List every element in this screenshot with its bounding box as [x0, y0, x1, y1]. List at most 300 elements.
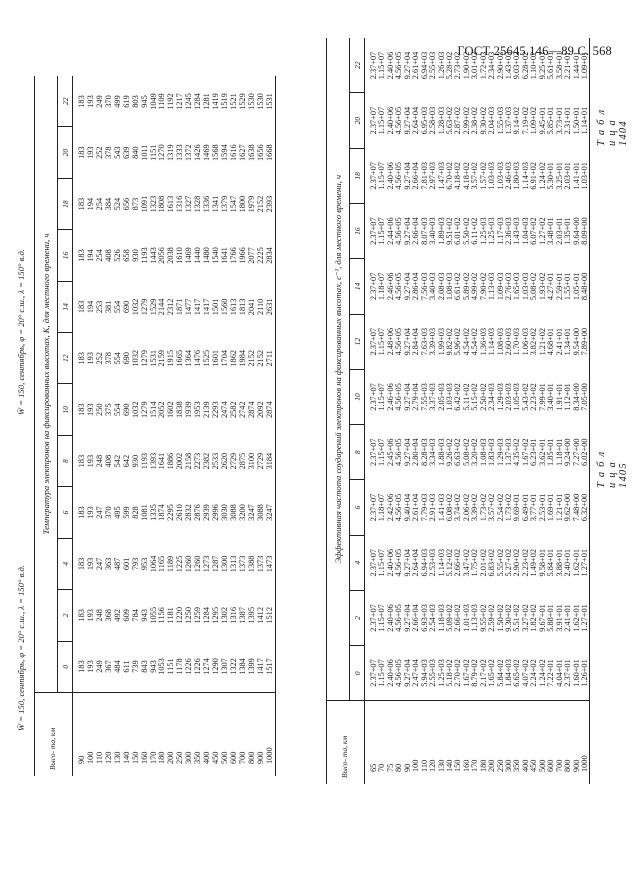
- table-cell: 1602: [166, 401, 176, 418]
- table-cell: 943: [139, 609, 149, 622]
- table-cell: 1.50+01: [571, 106, 581, 135]
- table-cell: 2139: [202, 401, 212, 418]
- table-cell: 1886: [166, 452, 176, 470]
- table-cell: 249: [94, 95, 104, 108]
- table-cell: 5.12+02: [444, 548, 454, 577]
- table-cell: 1.49+02: [529, 548, 539, 577]
- table-cell: 183: [77, 660, 86, 673]
- table-cell: 2393: [264, 195, 274, 213]
- table-cell: 7.05+00: [579, 383, 589, 411]
- table-cell: 1.08+03: [478, 438, 488, 466]
- table-cell: 8.28+03: [419, 438, 429, 466]
- table-cell: 183: [77, 197, 86, 211]
- table-cell: 1395: [246, 607, 256, 624]
- table-cell: 1.26+03: [436, 51, 446, 80]
- height-value: 90: [77, 755, 86, 764]
- table-cell: 1.03+03: [495, 162, 505, 190]
- table-cell: 6.01+02: [453, 217, 463, 245]
- value-column: [365, 535, 590, 590]
- table-cell: 1388: [246, 555, 256, 573]
- table-cell: 1.85+01: [546, 438, 556, 466]
- hour-header: 14: [350, 259, 365, 314]
- table-cell: 611: [121, 660, 131, 673]
- table-cell: 1290: [211, 658, 221, 675]
- table-cell: 378: [103, 352, 113, 365]
- height-value: 200: [487, 759, 497, 772]
- table-1404-condition: W̄ = 150, сентябрь, φ = 20° с.ш., λ = 150° в.д.: [16, 249, 26, 415]
- height-value: 80: [394, 763, 404, 772]
- table-cell: 1417: [255, 658, 265, 675]
- table-cell: 6.08+02: [444, 493, 454, 522]
- table-cell: 803: [130, 95, 140, 108]
- table-cell: 2.54+03: [428, 604, 438, 632]
- table-cell: 2.84+04: [411, 327, 421, 356]
- hour-header: 12: [350, 314, 365, 369]
- table-cell: 542: [112, 454, 122, 468]
- table-cell: 1.15+07: [377, 217, 387, 245]
- table-cell: 2.37+07: [369, 327, 378, 356]
- table-cell: 1.72+03: [478, 51, 488, 80]
- table-cell: 1.99+03: [436, 327, 446, 356]
- table-cell: 2.66+04: [411, 162, 421, 190]
- table-cell: 1.75+02: [470, 548, 480, 577]
- hour-header: 10: [350, 369, 365, 424]
- table-cell: 1.24+02: [537, 162, 547, 190]
- table-cell: 250: [94, 403, 104, 416]
- table-cell: 3.20+02: [470, 438, 480, 466]
- table-cell: 543: [112, 146, 122, 159]
- height-value: 450: [211, 751, 221, 764]
- table-cell: 2.34+03: [487, 51, 497, 80]
- table-cell: 2631: [264, 298, 274, 316]
- table-cell: 2.59+02: [487, 604, 497, 632]
- table-cell: 9.27+04: [402, 272, 412, 301]
- table-cell: 2.40+06: [385, 162, 395, 190]
- table-cell: 1641: [220, 247, 229, 264]
- table-cell: 3.39+02: [470, 493, 480, 522]
- table-cell: 4.54+02: [461, 327, 471, 356]
- table-cell: 1530: [255, 93, 265, 110]
- table-cell: 1.25+03: [478, 217, 488, 245]
- table-cell: 4.56+05: [394, 383, 404, 411]
- table-cell: 599: [121, 506, 131, 519]
- table-cell: 1373: [237, 555, 247, 573]
- height-value: 100: [85, 751, 95, 764]
- table-cell: 1610: [175, 247, 185, 264]
- table-cell: 3.25+01: [554, 162, 564, 190]
- table-cell: 1217: [175, 93, 185, 110]
- table-cell: 9.27+04: [402, 106, 412, 135]
- table-cell: 247: [94, 506, 104, 519]
- height-value: 700: [237, 751, 247, 764]
- table-cell: 2.37+07: [369, 51, 378, 80]
- table-cell: 4.35+02: [512, 438, 522, 466]
- table-cell: 183: [77, 146, 86, 159]
- table-cell: 4.56+05: [394, 548, 404, 577]
- table-cell: 2.03+03: [504, 383, 513, 411]
- height-value: 75: [385, 763, 395, 772]
- table-cell: 1151: [148, 144, 158, 161]
- table-cell: 1.57+02: [478, 162, 488, 190]
- table-cell: 1.73+02: [478, 493, 488, 522]
- table-cell: 254: [94, 249, 104, 262]
- table-cell: 1.83+03: [487, 438, 497, 466]
- table-cell: 1.13+03: [487, 272, 497, 301]
- table-cell: 183: [77, 300, 86, 314]
- table-cell: 1966: [237, 247, 247, 264]
- table-cell: 194: [85, 197, 95, 211]
- table-cell: 1307: [220, 658, 229, 675]
- table-cell: 2.66+02: [453, 604, 463, 632]
- table-cell: 1.15+07: [377, 162, 387, 190]
- hour-header: 4: [350, 535, 365, 590]
- table-cell: 193: [85, 660, 95, 673]
- table-cell: 6.61+02: [453, 272, 463, 301]
- table-cell: 1560: [220, 298, 229, 316]
- table-cell: 5.94+03: [419, 659, 429, 687]
- table-cell: 3030: [220, 504, 229, 521]
- table-cell: 1813: [237, 298, 247, 316]
- table-cell: 9.55+02: [478, 604, 488, 632]
- value-column: [365, 259, 590, 314]
- table-cell: 953: [139, 557, 149, 571]
- table-1404-caption: Т а б л и ц а 1404: [596, 108, 629, 146]
- table-cell: 2.41+01: [563, 604, 573, 632]
- table-cell: 1638: [246, 144, 256, 161]
- table-cell: 1.14+03: [520, 162, 530, 190]
- table-cell: 6.63+02: [453, 438, 463, 466]
- table-cell: 6.94+03: [419, 548, 429, 577]
- table-cell: 1.15+07: [377, 659, 387, 687]
- table-cell: 1601: [211, 350, 221, 367]
- table-cell: 1.67+02: [520, 438, 530, 466]
- table-cell: 1387: [237, 607, 247, 624]
- table-cell: 2.01+02: [478, 548, 488, 577]
- table-cell: 1270: [157, 144, 167, 161]
- table-cell: 5.89+02: [461, 272, 471, 301]
- table-cell: 6.95+03: [419, 106, 429, 135]
- table-cell: 2.55+03: [428, 51, 438, 80]
- table-cell: 9.45+01: [537, 106, 547, 135]
- table-cell: 1469: [184, 247, 194, 264]
- table-cell: 6.11+02: [470, 217, 480, 245]
- hour-header: 16: [58, 230, 73, 281]
- table-cell: 930: [130, 249, 140, 262]
- hour-header: 8: [350, 425, 365, 480]
- table-cell: 1373: [255, 555, 265, 573]
- table-cell: 1.80+03: [512, 162, 522, 190]
- table-cell: 1260: [184, 555, 194, 573]
- hour-header: 20: [350, 93, 365, 148]
- table-cell: 1260: [193, 555, 203, 573]
- height-value: 170: [470, 759, 480, 772]
- table-cell: 4.56+05: [394, 162, 404, 190]
- table-cell: 1.91+01: [554, 383, 564, 411]
- table-cell: 2052: [157, 401, 167, 418]
- table-cell: 9.30+02: [478, 106, 488, 135]
- value-column: [73, 590, 276, 641]
- table-cell: 658: [121, 249, 131, 262]
- table-cell: 6.49+01: [520, 493, 530, 522]
- table-cell: 1.37+03: [504, 106, 513, 135]
- table-cell: 6.28+02: [520, 51, 530, 80]
- table-cell: 2.97+03: [428, 162, 438, 190]
- table-cell: 193: [85, 95, 95, 108]
- table-cell: 2225: [255, 247, 265, 264]
- table-cell: 7.27+00: [571, 438, 581, 466]
- table-cell: 1412: [255, 607, 265, 624]
- table-cell: 183: [77, 557, 86, 571]
- table-cell: 1668: [264, 144, 274, 161]
- table-cell: 9.25+01: [537, 51, 547, 80]
- table-cell: 1055: [148, 607, 158, 624]
- table-cell: 1279: [139, 401, 149, 418]
- value-column: [73, 178, 276, 229]
- table-cell: 9.27+04: [402, 51, 412, 80]
- table-cell: 1.62+01: [571, 604, 581, 632]
- table-cell: 408: [103, 454, 113, 468]
- table-cell: 2.64+04: [411, 106, 421, 135]
- table-cell: 784: [130, 609, 140, 622]
- table-cell: 3.47+02: [461, 548, 471, 577]
- table-cell: 2002: [175, 452, 185, 470]
- table-cell: 3.40+01: [546, 383, 556, 411]
- table-cell: 1.05+01: [571, 272, 581, 301]
- table-cell: 1.27+01: [579, 548, 589, 577]
- table-cell: 1032: [130, 350, 140, 367]
- table-cell: 5.18+02: [444, 659, 454, 687]
- table-cell: 2610: [175, 504, 185, 521]
- table-cell: 1473: [264, 555, 274, 573]
- table-cell: 5.85+01: [546, 106, 556, 135]
- height-value: 200: [166, 751, 176, 764]
- table-cell: 793: [130, 557, 140, 571]
- table-cell: 3088: [228, 504, 238, 521]
- table-cell: 1091: [139, 195, 149, 213]
- table-cell: 1.35+01: [563, 217, 573, 245]
- table-cell: 2582: [228, 401, 238, 418]
- table-cell: 2312: [166, 298, 176, 316]
- table-cell: 2.37+07: [369, 659, 378, 687]
- table-cell: 5.09+02: [444, 604, 454, 632]
- table-cell: 2.66+04: [411, 217, 421, 245]
- table-cell: 1519: [220, 93, 229, 110]
- table-cell: 1627: [237, 144, 247, 161]
- table-cell: 1.21+02: [537, 327, 547, 356]
- table-cell: 2.37+07: [369, 604, 378, 632]
- table-cell: 1704: [220, 350, 229, 367]
- height-value: 250: [495, 759, 505, 772]
- table-cell: 2874: [246, 401, 256, 418]
- table-cell: 5.61+01: [546, 51, 556, 80]
- table-cell: 2.37+07: [369, 162, 378, 190]
- table-cell: 2.40+06: [385, 604, 395, 632]
- table-cell: 3.74+02: [453, 493, 463, 522]
- table-cell: 1514: [148, 401, 158, 418]
- table-cell: 1281: [202, 93, 212, 110]
- table-cell: 1521: [228, 93, 238, 110]
- table-cell: 1316: [228, 607, 238, 624]
- table-cell: 2295: [166, 504, 176, 521]
- page-running-head: ГОСТ 25645.146—89 С. 568: [457, 44, 612, 58]
- table-cell: 1665: [175, 350, 185, 367]
- table-cell: 2.53+03: [428, 548, 438, 577]
- hour-header: 2: [350, 590, 365, 645]
- table-cell: 3.77+01: [529, 493, 539, 522]
- table-cell: 367: [103, 660, 113, 673]
- table-cell: 554: [112, 352, 122, 365]
- table-cell: 2.37+07: [369, 272, 378, 301]
- table-cell: 3247: [264, 504, 274, 521]
- hour-header: 2: [58, 590, 73, 641]
- table-cell: 9.27+04: [402, 659, 412, 687]
- height-value: 140: [444, 759, 454, 772]
- table-cell: 363: [103, 557, 113, 571]
- table-cell: 1.55+03: [495, 106, 505, 135]
- table-cell: 3.40+03: [428, 217, 438, 245]
- table-cell: 1.67+02: [461, 659, 471, 687]
- table-cell: 1984: [237, 350, 247, 367]
- table-cell: 1.43+03: [512, 217, 522, 245]
- table-cell: 9.69+01: [512, 493, 522, 522]
- table-cell: 1313: [228, 555, 238, 573]
- table-cell: 1.73+02: [504, 493, 513, 522]
- height-value: 800: [246, 751, 256, 764]
- table-cell: 194: [85, 249, 95, 262]
- table-cell: 1517: [264, 658, 274, 675]
- height-value: 110: [94, 751, 104, 764]
- table-cell: 1302: [220, 607, 229, 624]
- table-cell: 2.46+03: [504, 162, 513, 190]
- table-cell: 9.24+00: [563, 438, 573, 466]
- table-cell: 1.90+02: [461, 51, 471, 80]
- height-value: 100: [411, 759, 421, 772]
- table-cell: 2.37+07: [369, 383, 378, 411]
- table-cell: 1953: [193, 401, 203, 418]
- table-cell: 1417: [202, 298, 212, 316]
- table-cell: 1399: [246, 658, 256, 675]
- table-cell: 4.07+02: [520, 659, 530, 687]
- table-cell: 1.50+02: [495, 604, 505, 632]
- table-cell: 1.93+02: [537, 272, 547, 301]
- table-cell: 2.37+01: [563, 659, 573, 687]
- table-cell: 1032: [130, 401, 140, 418]
- table-cell: 739: [130, 660, 140, 673]
- table-cell: 1279: [139, 298, 149, 316]
- table-cell: 1192: [166, 93, 176, 110]
- table-cell: 2041: [246, 298, 256, 316]
- table-cell: 1.41+03: [436, 493, 446, 522]
- table-cell: 183: [77, 352, 86, 365]
- table-cell: 370: [103, 506, 113, 519]
- table-cell: 1.08+03: [444, 272, 454, 301]
- table-cell: 5.88+01: [546, 604, 556, 632]
- table-cell: 7.81+03: [419, 162, 429, 190]
- table-cell: 2.99+02: [461, 106, 471, 135]
- table-cell: 2.90+02: [512, 548, 522, 577]
- table-cell: 6.91+02: [529, 162, 539, 190]
- table-cell: 639: [121, 146, 131, 159]
- height-value: 110: [419, 759, 429, 772]
- value-column: [365, 148, 590, 203]
- table-cell: 1613: [166, 195, 176, 213]
- table-cell: 2.79+04: [411, 383, 421, 411]
- table-cell: 1.09+01: [579, 51, 589, 80]
- table-cell: 6.23+01: [529, 438, 539, 466]
- table-cell: 193: [85, 352, 95, 365]
- table-cell: 1.17+03: [495, 217, 505, 245]
- table-1405-title: Эффективная частота соударений электронов на фиксированных высотах, с⁻¹, для местного времени, ч: [327, 38, 350, 701]
- table-cell: 2533: [211, 452, 221, 470]
- table-cell: 5.50+02: [461, 217, 471, 245]
- table-cell: 1.84+03: [504, 659, 513, 687]
- table-cell: 1440: [193, 247, 203, 264]
- table-cell: 2.23+02: [520, 548, 530, 577]
- table-cell: 2158: [184, 452, 194, 470]
- table-cell: 1.25+03: [436, 659, 446, 687]
- table-cell: 840: [130, 146, 140, 159]
- table-cell: 9.40+04: [402, 493, 412, 522]
- table-cell: 1259: [193, 607, 203, 624]
- table-cell: 6.02+00: [579, 438, 589, 466]
- table-cell: 1.09+03: [495, 272, 505, 301]
- table-cell: 2.37+07: [369, 438, 378, 466]
- table-cell: 2876: [193, 504, 203, 521]
- table-cell: 1.03+01: [579, 162, 589, 190]
- table-cell: 1053: [157, 658, 167, 675]
- table-cell: 194: [85, 300, 95, 314]
- table-cell: 2711: [264, 350, 274, 367]
- value-column: [73, 76, 276, 127]
- table-cell: 1.03+03: [487, 162, 497, 190]
- table-cell: 1.88+03: [436, 438, 446, 466]
- table-cell: 2144: [157, 298, 167, 316]
- hour-header: 22: [58, 76, 73, 127]
- table-cell: 248: [94, 609, 104, 622]
- value-column: [365, 590, 590, 645]
- table-cell: 3.73+01: [554, 106, 564, 135]
- table-cell: 2.46+06: [385, 272, 395, 301]
- table-cell: 4.27+01: [546, 272, 556, 301]
- table-cell: 2092: [255, 401, 265, 418]
- height-value: 600: [546, 759, 556, 772]
- table-cell: 4.54+02: [470, 327, 480, 356]
- table-cell: 1480: [202, 247, 212, 264]
- table-cell: 1.82+02: [529, 604, 539, 632]
- table-cell: 7.99+01: [537, 383, 547, 411]
- table-cell: 3247: [246, 504, 256, 521]
- table-1405-block: [326, 38, 590, 784]
- table-cell: 248: [94, 454, 104, 468]
- table-cell: 1656: [255, 144, 265, 161]
- table-cell: 2.61+04: [411, 493, 421, 522]
- table-cell: 1284: [202, 607, 212, 624]
- table-cell: 8.34+00: [571, 383, 581, 411]
- height-value: 1000: [264, 747, 274, 764]
- table-cell: 1.25+03: [487, 217, 497, 245]
- table-cell: 873: [130, 197, 140, 211]
- height-value: 300: [504, 759, 513, 772]
- table-cell: 1226: [184, 658, 194, 675]
- table-cell: 193: [85, 454, 95, 468]
- table-cell: 1.24+02: [537, 659, 547, 687]
- table-cell: 499: [112, 95, 122, 108]
- table-cell: 3.40+03: [428, 272, 438, 301]
- value-column: [365, 369, 590, 424]
- hour-header: 6: [58, 487, 73, 538]
- height-value: 65: [369, 763, 378, 772]
- table-cell: 2939: [202, 504, 212, 521]
